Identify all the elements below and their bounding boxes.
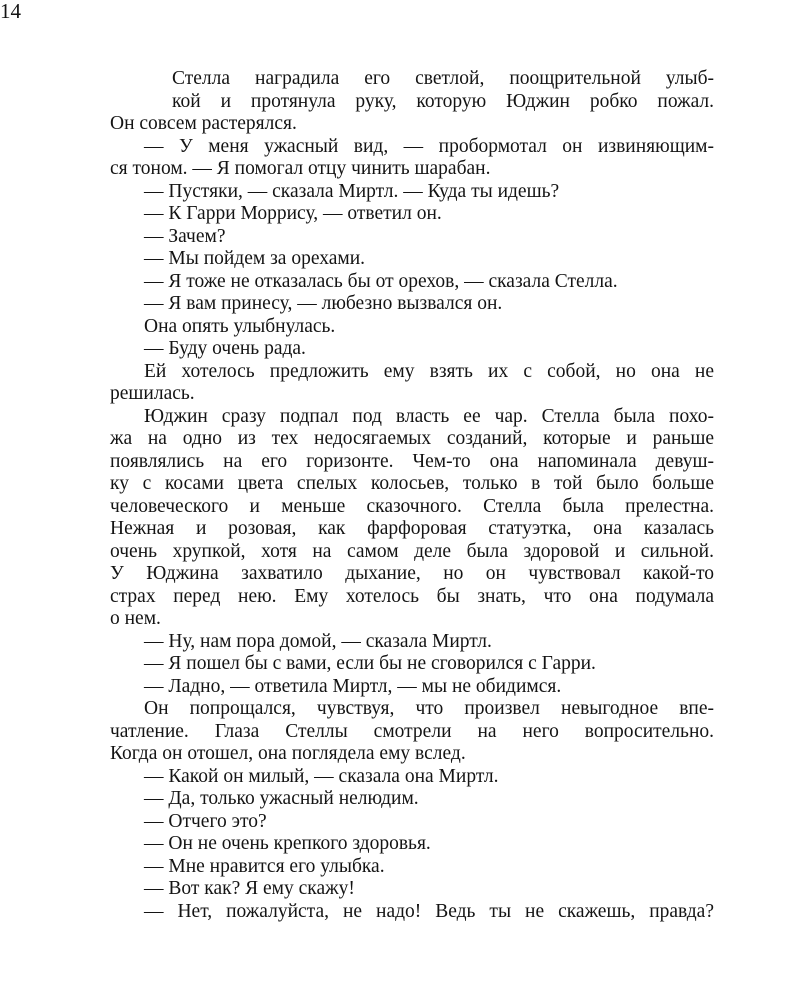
text-line: Ей хотелось предложить ему взять их с собой, но она не [144, 360, 714, 382]
text-line: — Отчего это? [144, 810, 267, 832]
text-line: — Буду очень рада. [144, 338, 306, 359]
text-line: — Вот как? Я ему скажу! [144, 878, 355, 899]
text-line: очень хрупкой, хотя на самом деле была здоровой и сильной. [110, 540, 714, 562]
text-line: — Нет, пожалуйста, не надо! Ведь ты не скажешь, правда? [144, 900, 714, 922]
text-line: — У меня ужасный вид, — пробормотал он извиняющим- [144, 135, 714, 157]
text-line: Он совсем растерялся. [110, 113, 297, 134]
text-line: Он попрощался, чувствуя, что произвел невыгодное впе- [144, 698, 714, 719]
text-line: ку с косами цвета спелых колосьев, только в той было больше [110, 473, 714, 494]
page-body-text [110, 68, 714, 923]
text-line: — Ладно, — ответила Миртл, — мы не обидимся. [144, 675, 562, 697]
text-line: У Юджина захватило дыхание, но он чувствовал какой-то [110, 563, 714, 584]
text-line: — Зачем? [144, 225, 226, 247]
text-line: Она опять улыбнулась. [144, 315, 336, 337]
text-line: Нежная и розовая, как фарфоровая статуэтка, она казалась [110, 518, 714, 539]
page-number: 14 [0, 0, 21, 23]
text-line: ся тоном. — Я помогал отцу чинить шарабан. [110, 158, 491, 179]
text-line: — Ну, нам пора домой, — сказала Миртл. [144, 630, 492, 652]
text-line: — К Гарри Моррису, — ответил он. [144, 203, 442, 224]
text-line: — Мне нравится его улыбка. [144, 855, 385, 877]
text-line: — Мы пойдем за орехами. [144, 248, 366, 269]
text-line: — Я тоже не отказалась бы от орехов, — сказала Стелла. [144, 270, 618, 292]
text-line: появлялись на его горизонте. Чем-то она напоминала девуш- [110, 450, 714, 472]
text-line: — Да, только ужасный нелюдим. [144, 788, 419, 809]
text-line: Стелла наградила его светлой, поощрительной улыб- [172, 68, 714, 89]
text-line: о нем. [110, 608, 161, 629]
text-line: Юджин сразу подпал под власть ее чар. Стелла была похо- [144, 405, 714, 427]
text-line: — Я пошел бы с вами, если бы не сговорился с Гарри. [144, 653, 596, 674]
text-line: чатление. Глаза Стеллы смотрели на него вопросительно. [110, 720, 714, 742]
text-line: страх перед нею. Ему хотелось бы знать, что она подумала [110, 585, 714, 607]
text-line: — Я вам принесу, — любезно вызвался он. [144, 293, 503, 314]
text-line: кой и протянула руку, которую Юджин робко пожал. [172, 90, 714, 112]
text-line: человеческого и меньше сказочного. Стелла была прелестна. [110, 495, 714, 517]
text-line: жа на одно из тех недосягаемых созданий, которые и раньше [110, 428, 714, 449]
text-line: — Пустяки, — сказала Миртл. — Куда ты идешь? [144, 180, 560, 202]
text-line: решилась. [110, 383, 195, 404]
text-line: Когда он отошел, она поглядела ему вслед. [110, 743, 466, 764]
text-line: — Он не очень крепкого здоровья. [144, 833, 431, 854]
text-line: — Какой он милый, — сказала она Миртл. [144, 765, 499, 787]
